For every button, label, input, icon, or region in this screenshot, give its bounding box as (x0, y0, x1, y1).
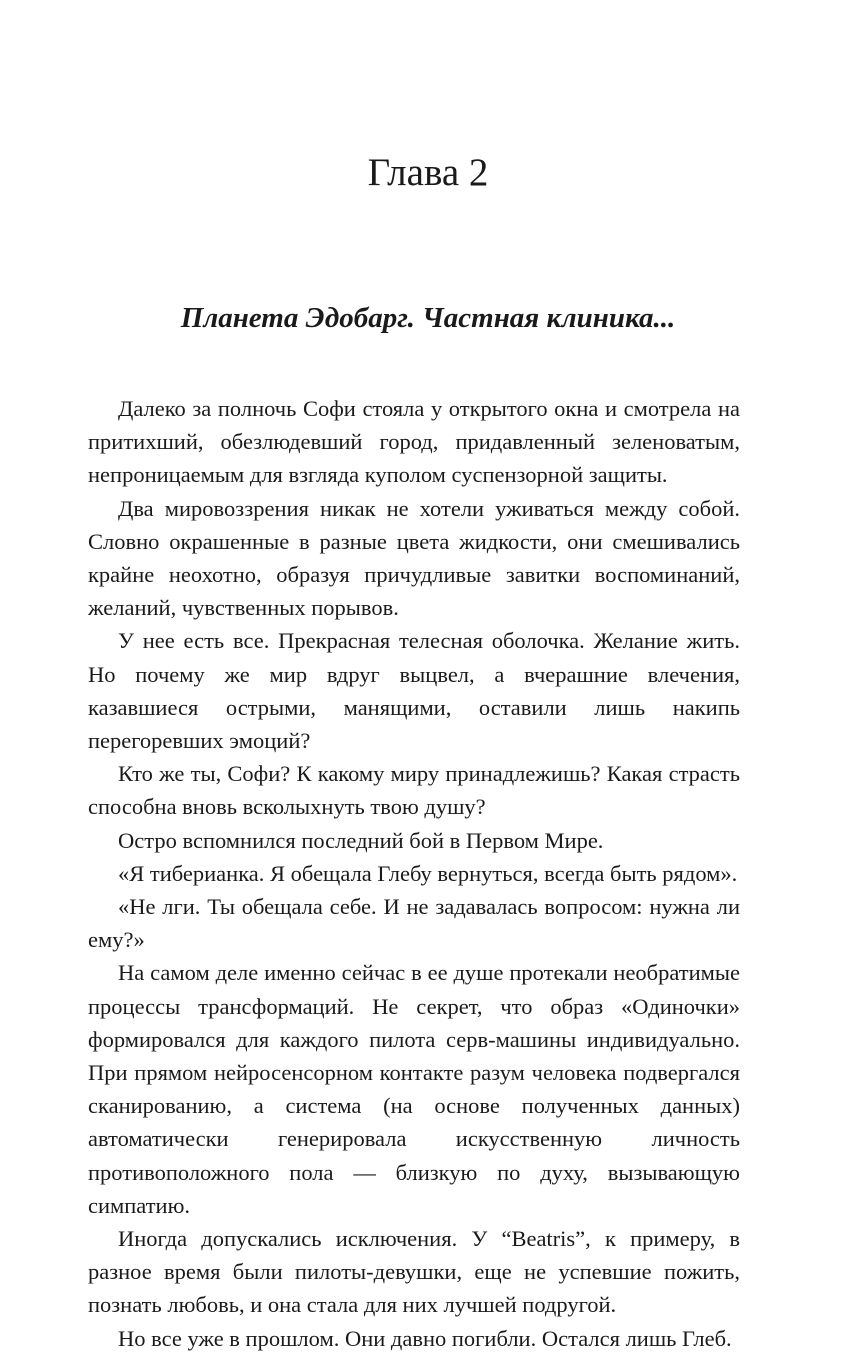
body-text (88, 392, 740, 1355)
paragraph: Два мировоззрения никак не хотели уживаться между собой. Словно окрашенные в разные цвета жидкости, они смешивались крайне неохотно, образуя причудливые завитки воспоминаний, желаний, чувственных порывов. (88, 495, 740, 621)
paragraph: «Не лги. Ты обещала себе. И не задавалась вопросом: нужна ли ему?» (88, 894, 740, 953)
paragraph: Но все уже в прошлом. Они давно погибли. Остался лишь Глеб. (118, 1325, 732, 1351)
paragraph: Остро вспомнился последний бой в Первом Мире. (118, 827, 604, 853)
paragraph: У нее есть все. Прекрасная телесная оболочка. Желание жить. Но почему же мир вдруг выцвел, а вчерашние влечения, казавшиеся острыми, манящими, оставили лишь накипь перегоревших эмоций? (88, 628, 740, 754)
paragraph: Кто же ты, Софи? К какому миру принадлежишь? Какая страсть способна вновь всколыхнуть твою душу? (88, 761, 740, 820)
paragraph: На самом деле именно сейчас в ее душе протекали необратимые процессы трансформаций. Не секрет, что образ «Одиночки» формировался для каждого пилота серв-машины индивидуально. При прямом нейросенсорном контакте разум человека подвергался сканированию, а система (на основе полученных данных) автоматически генерировала искусственную личность противоположного пола — близкую по духу, вызывающую симпатию. (88, 960, 740, 1218)
paragraph: «Я тиберианка. Я обещала Глебу вернуться, всегда быть рядом». (118, 860, 738, 886)
paragraph: Далеко за полночь Софи стояла у открытого окна и смотрела на притихший, обезлюдевший город, придавленный зеленоватым, непроницаемым для взгляда куполом суспензорной защиты. (88, 396, 740, 488)
chapter-title: Глава 2 (367, 151, 489, 194)
chapter-subtitle: Планета Эдобарг. Частная клиника... (180, 302, 676, 334)
paragraph: Иногда допускались исключения. У “Beatris”, к примеру, в разное время были пилоты-девушки, еще не успевшие пожить, познать любовь, и она стала для них лучшей подругой. (88, 1226, 740, 1318)
